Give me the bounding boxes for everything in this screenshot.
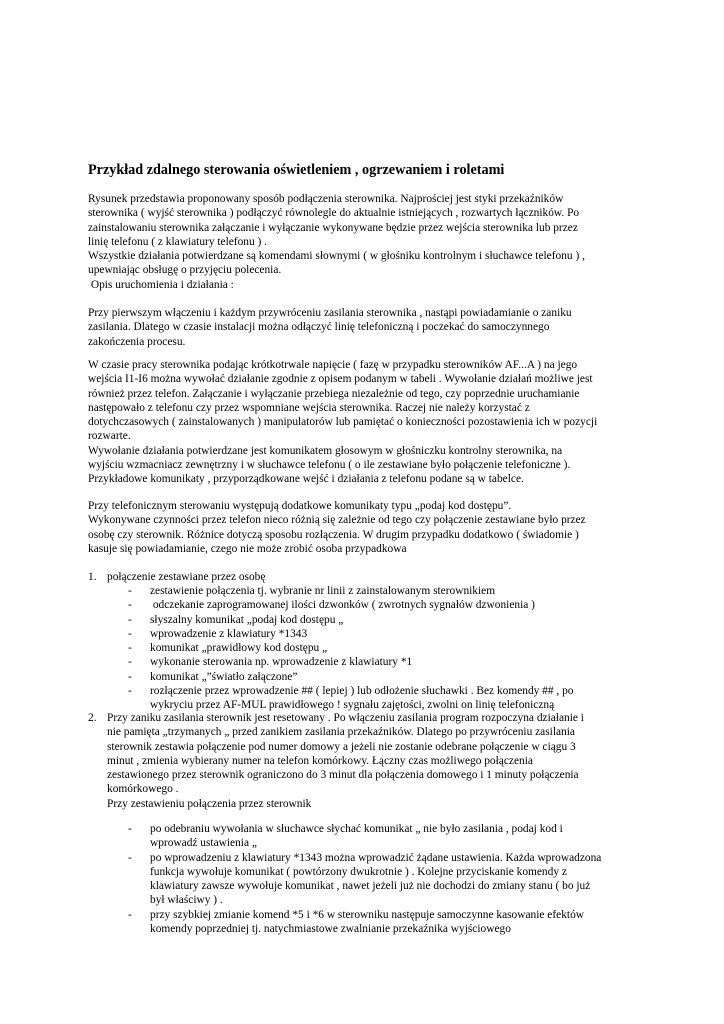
bullet-text: rozłączenie przez wprowadzenie ## ( lepiej ) lub odłożenie słuchawki . Bez komendy ## , po [150,685,574,698]
text-line: rozwarte. [88,430,131,443]
item-number: 2. [88,712,97,724]
text-line: kasuje się powiadamianie, czego nie może zrobić osoba przypadkowa [88,542,407,555]
dash-bullet: - [128,656,132,669]
item-text-block [107,711,648,811]
dash-bullet: - [128,908,132,921]
dash-bullet: - [128,585,132,597]
text-line: również przez telefon. Załączanie i wyłączanie przebiega niezależnie od tego, czy poprzednie uruchamianie [88,387,580,400]
text-line: minut , zmienia wybierany numer na telefon komórkowy. Łączny czas możliwego połączenia [107,754,533,767]
text-line: zainstalowaniu sterownika załączanie i wyłączanie wykonywane będzie przez wejścia sterownika lub przez [88,221,578,234]
text-line: sterownika ( wyjść sterownika ) podłączyć równolegle do aktualnie istniejących , rozwartych łączników. Po [88,207,580,220]
list-item [128,584,648,598]
text-line: nie pamięta „trzymanych „ przed zanikiem zasilania przekaźników. Dlatego po przywróceniu zasilania [107,726,575,739]
list-item [128,641,648,655]
list-item [128,670,648,684]
list-item [128,851,648,908]
list-item [128,613,648,627]
text-line: wejścia I1-I6 można wywołać działanie zgodnie z opisem podanym w tabeli . Wywołanie działań możliwe jest [88,373,593,386]
dash-bullet: - [128,599,132,612]
text-line: Przykładowe komunikaty , przyporządkowane wejść i działania z telefonu podane są w tabelce. [88,473,524,486]
dash-bullet: - [128,670,132,683]
text-line: linię telefonu ( z klawiatury telefonu ) . [88,235,268,248]
bullet-text: po wprowadzeniu z klawiatury *1343 można wprowadzić żądane ustawienia. Każda wprowadzona [150,851,602,864]
dash-bullet: - [128,851,132,864]
bullet-text: wprowadź ustawienia „ [150,837,257,850]
text-line: Wywołanie działania potwierdzane jest komunikatem głosowym w głośniczku kontrolny sterownika, na [88,444,563,457]
text-line: zestawionego przez sterownik ograniczono do 3 minut dla połączenia domowego i 1 minuty połączenia [107,769,579,782]
text-line: komórkowego . [107,783,179,796]
bullet-text: funkcja wywołuje komunikat ( powtórzony dwukrotnie ) . Kolejne przyciskanie komendy z [150,865,567,878]
paragraph-telephone [88,499,648,556]
bullet-text: komunikat „”światło załączone” [150,670,298,683]
text-line: Przy pierwszym włączeniu i każdym przywróceniu zasilania sterownika , nastąpi powiadamianie o zaniku [88,307,572,319]
bullet-text: klawiatury zawsze wywołuje komunikat , nawet jeżeli już nie dochodzi do zmiany stanu ( bo już [150,880,591,893]
text-line: W czasie pracy sterownika podając krótkotrwale napięcie ( fazę w przypadku sterowników AF...A ) na jego [88,359,578,371]
text-line: następowało z telefonu czy przez wspomniane wejścia sterownika. Raczej nie należy korzystać z [88,401,530,414]
text-line: dotychczasowych ( zainstalowanych ) manipulatorów lub pamiętać o konieczności pozostawienia ich w pozycji [88,416,598,429]
paragraph-power-on [88,306,648,349]
item-1-bullet-list [128,584,648,713]
intro-paragraph [88,192,648,292]
bullet-text: był właściwy ) . [150,894,223,907]
list-item [128,822,648,851]
bullet-text: wykryciu przez AF-MUL prawidłowego ! sygnału zajętości, zwolni on linię telefoniczną [150,699,555,712]
item-2-bullet-list [128,822,648,936]
numbered-item-2 [88,711,648,811]
text-line: zakończenia procesu. [88,335,186,348]
document-title: Przykład zdalnego sterowania oświetleniem , ogrzewaniem i roletami [88,162,505,178]
text-line: upewniając obsługę o przyjęciu polecenia. [88,264,282,277]
text-line: Wszystkie działania potwierdzane są komendami słownymi ( w głośniku kontrolnym i słuchawce telefonu ) , [88,250,585,263]
text-line: Przy telefonicznym sterowaniu występują dodatkowe komunikaty typu „podaj kod dostępu”. [88,500,512,512]
bullet-text: odczekanie zaprogramowanej ilości dzwonków ( zwrotnych sygnałów dzwonienia ) [150,599,535,612]
text-line: Wykonywane czynności przez telefon nieco różnią się zależnie od tego czy połączenie zestawiane było przez [88,514,586,527]
bullet-text: przy szybkiej zmianie komend *5 i *6 w sterowniku następuje samoczynne kasowanie efektów [150,908,584,921]
section-heading: Opis uruchomienia i działania : [88,278,234,291]
text-line: Rysunek przedstawia proponowany sposób podłączenia sterownika. Najprościej jest styki przekaźników [88,193,564,205]
bullet-text: zestawienie połączenia tj. wybranie nr linii z zainstalowanym sterownikiem [150,585,496,597]
text-line: sterownik zestawia połączenie pod numer domowy a jeżeli nie zostanie odebrane połączenie w ciągu 3 [107,740,576,753]
list-item [128,684,648,713]
bullet-text: komunikat „prawidłowy kod dostępu „ [150,642,328,655]
bullet-text: słyszalny komunikat „podaj kod dostępu „ [150,613,344,626]
text-line: zasilania. Dlatego w czasie instalacji można odłączyć linię telefoniczną i poczekać do samoczynnego [88,321,550,334]
bullet-text: po odebraniu wywołania w słuchawce słychać komunikat „ nie było zasilania , podaj kod i [150,823,563,835]
item-text: połączenie zestawiane przez osobę [107,571,266,583]
item-subheading: Przy zestawieniu połączenia przez sterownik [107,797,312,810]
dash-bullet: - [128,642,132,655]
numbered-item-1 [88,570,648,584]
dash-bullet: - [128,627,132,640]
paragraph-operation [88,358,648,487]
text-line: osobę czy sterownik. Różnice dotyczą sposobu rozłączenia. W drugim przypadku dodatkowo ( świadomie ) [88,528,579,541]
dash-bullet: - [128,613,132,626]
list-item [128,655,648,669]
text-line: wyjściu wzmacniacz zewnętrzny i w słuchawce telefonu ( o ile zestawiane było połączenie telefoniczne ). [88,459,571,472]
list-item [128,598,648,612]
dash-bullet: - [128,823,132,835]
dash-bullet: - [128,685,132,698]
item-number: 1. [88,571,97,583]
bullet-text: wykonanie sterowania np. wprowadzenie z klawiatury *1 [150,656,413,669]
bullet-text: komendy poprzedniej tj. natychmiastowe zwalnianie przekaźnika wyjściowego [150,923,511,936]
list-item [128,908,648,937]
bullet-text: wprowadzenie z klawiatury *1343 [150,627,308,640]
list-item [128,627,648,641]
text-line: Przy zaniku zasilania sterownik jest resetowany . Po włączeniu zasilania program rozpoczyna działanie i [107,712,584,724]
